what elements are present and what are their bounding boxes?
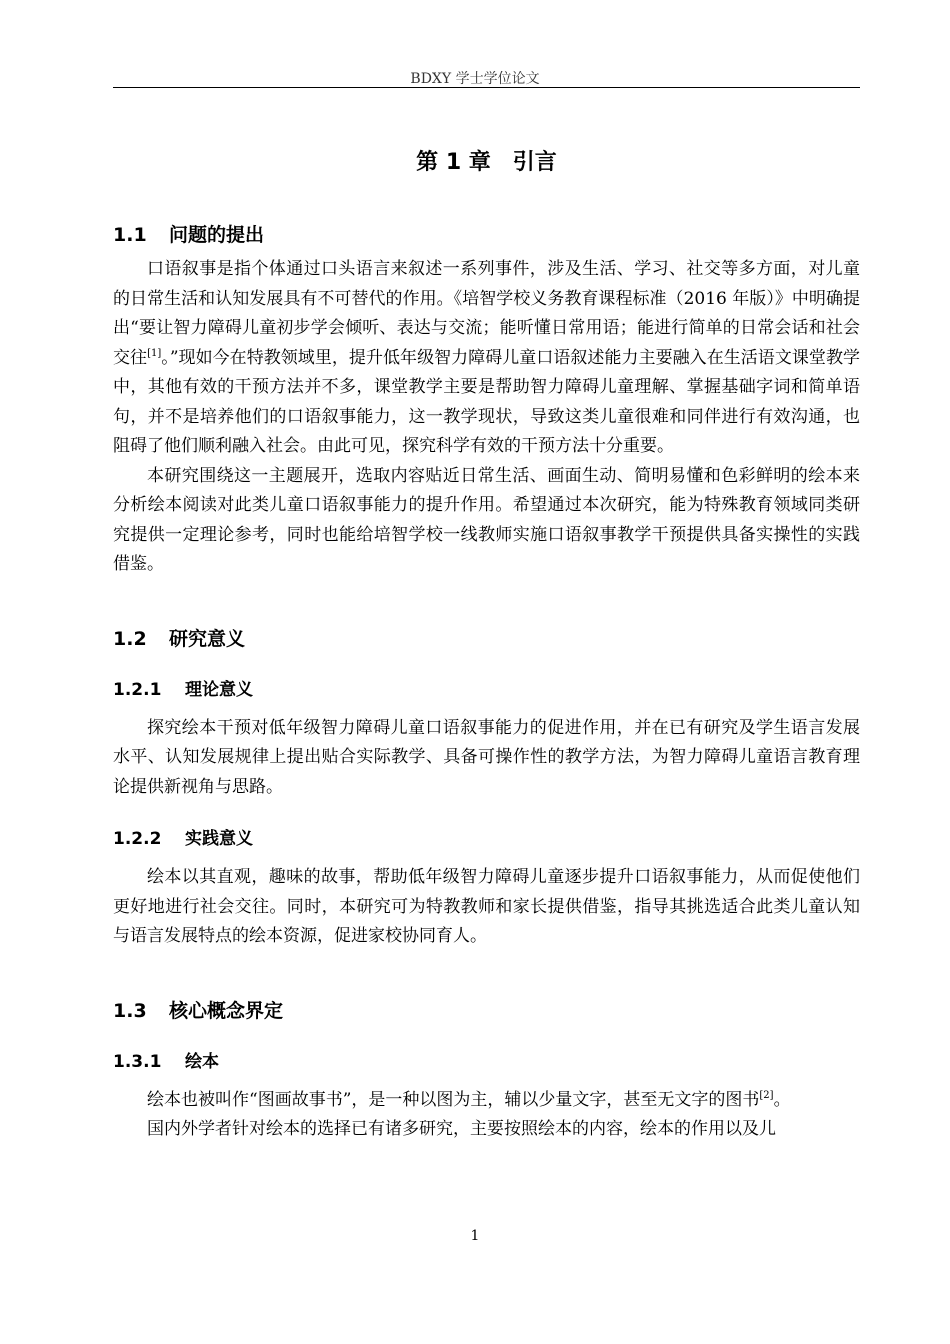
- subsection-heading-1-2-2: [113, 824, 860, 849]
- paragraph-text: 口语叙事是指个体通过口头语言来叙述一系列事件，涉及生活、学习、社交等多方面，对儿童的日常生活和认知发展具有不可替代的作用。《培智学校义务教育课程标准（2016 年版）》中明确提出“要让智力障碍儿童初步学会倾听、表达与交流；能听懂日常用语；能进行简单的日常会话和社会交往: [113, 259, 860, 368]
- page-number: 1: [470, 1228, 480, 1244]
- section-title: 问题的提出: [169, 224, 265, 246]
- body-paragraph: 本研究围绕这一主题展开，选取内容贴近日常生活、画面生动、简明易懂和色彩鲜明的绘本来分析绘本阅读对此类儿童口语叙事能力的提升作用。希望通过本次研究，能为特殊教育领域同类研究提供一定理论参考，同时也能给培智学校一线教师实施口语叙事教学干预提供具备实操性的实践借鉴。: [113, 465, 860, 574]
- body-paragraph: [113, 255, 860, 462]
- section-heading-1-1: [113, 220, 860, 247]
- section-title: 研究意义: [169, 627, 246, 650]
- paragraph-text: 。: [773, 1089, 791, 1110]
- running-header: BDXY 学士学位论文: [410, 71, 540, 87]
- citation-ref: [1]: [147, 347, 162, 359]
- subsection-number: 1.3.1: [113, 1051, 162, 1072]
- body-paragraph: 国内外学者针对绘本的选择已有诸多研究，主要按照绘本的内容，绘本的作用以及儿: [147, 1119, 776, 1139]
- subsection-heading-1-2-1: [113, 675, 860, 700]
- page-content: [113, 140, 860, 1145]
- subsection-title: 理论意义: [185, 679, 253, 700]
- subsection-number: 1.2.2: [113, 829, 162, 849]
- section-number: 1.2: [113, 627, 147, 650]
- chapter-title: 第 1 章 引言: [416, 150, 557, 175]
- subsection-title: 绘本: [185, 1051, 219, 1072]
- paragraph-text: 。”现如今在特教领域里，提升低年级智力障碍儿童口语叙述能力主要融入在生活语文课堂教学中，其他有效的干预方法并不多，课堂教学主要是帮助智力障碍儿童理解、掌握基础字词和简单语句，并不是培养他们的口语叙事能力，这一教学现状，导致这类儿童很难和同伴进行有效沟通，也阻碍了他们顺利融入社会。由此可见，探究科学有效的干预方法十分重要。: [113, 347, 860, 456]
- header-rule: [113, 87, 860, 88]
- body-paragraph: [113, 1086, 860, 1116]
- body-paragraph: 绘本以其直观，趣味的故事，帮助低年级智力障碍儿童逐步提升口语叙事能力，从而促使他们更好地进行社会交往。同时，本研究可为特教教师和家长提供借鉴，指导其挑选适合此类儿童认知与语言发展特点的绘本资源，促进家校协同育人。: [113, 867, 860, 946]
- section-heading-1-2: [113, 624, 860, 651]
- subsection-heading-1-3-1: [113, 1047, 860, 1072]
- citation-ref: [2]: [759, 1089, 774, 1101]
- subsection-title: 实践意义: [185, 829, 253, 849]
- body-paragraph: 探究绘本干预对低年级智力障碍儿童口语叙事能力的促进作用，并在已有研究及学生语言发展水平、认知发展规律上提出贴合实际教学、具备可操作性的教学方法，为智力障碍儿童语言教育理论提供新视角与思路。: [113, 717, 860, 797]
- section-title: 核心概念界定: [169, 999, 284, 1022]
- subsection-number: 1.2.1: [113, 679, 162, 700]
- paragraph-text: 绘本也被叫作“图画故事书”，是一种以图为主，辅以少量文字，甚至无文字的图书: [147, 1089, 760, 1110]
- section-number: 1.3: [113, 999, 147, 1022]
- section-number: 1.1: [113, 224, 147, 246]
- section-heading-1-3: [113, 996, 860, 1023]
